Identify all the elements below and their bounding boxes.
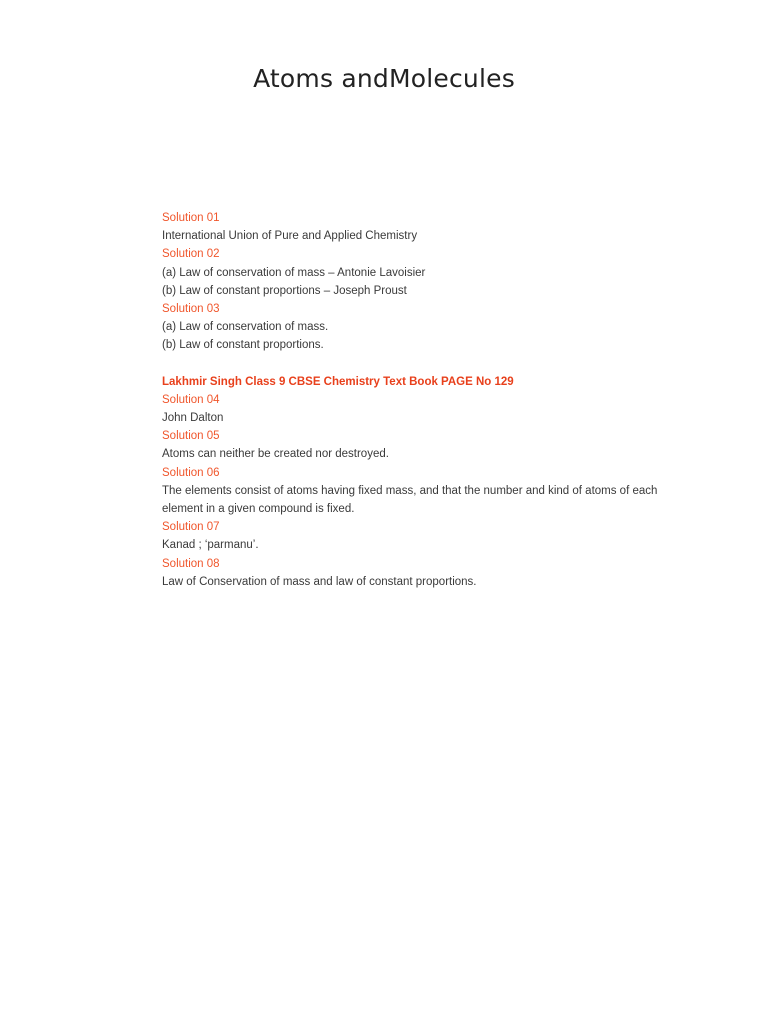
solution-heading: Solution 06 <box>162 466 220 479</box>
solution-text: (b) Law of constant proportions. <box>162 339 324 352</box>
solution-block <box>162 427 662 463</box>
solution-text: John Dalton <box>162 412 224 425</box>
solution-text: The elements consist of atoms having fixed mass, and that the number and kind of atoms of each element in a given compound is fixed. <box>162 484 658 516</box>
solution-block <box>162 300 662 355</box>
solution-block <box>162 555 662 591</box>
solution-heading: Solution 04 <box>162 393 220 406</box>
solution-block <box>162 391 662 427</box>
solution-text: International Union of Pure and Applied Chemistry <box>162 230 418 243</box>
solution-text: (a) Law of conservation of mass – Antonie Lavoisier <box>162 266 426 279</box>
solution-text: (a) Law of conservation of mass. <box>162 321 329 334</box>
solution-text: Atoms can neither be created nor destroyed. <box>162 448 389 461</box>
solution-heading: Solution 02 <box>162 248 220 261</box>
solutions-content <box>162 209 662 591</box>
solution-heading: Solution 08 <box>162 557 220 570</box>
solution-block <box>162 464 662 519</box>
solution-heading: Solution 05 <box>162 430 220 443</box>
section-title: Lakhmir Singh Class 9 CBSE Chemistry Text Book PAGE No 129 <box>162 375 514 388</box>
solution-heading: Solution 07 <box>162 521 220 534</box>
page-title: Atoms andMolecules <box>253 64 515 93</box>
solution-heading: Solution 01 <box>162 212 220 224</box>
solution-block <box>162 209 662 245</box>
solution-text: Kanad ; ‘parmanu’. <box>162 539 259 552</box>
solution-text: Law of Conservation of mass and law of constant proportions. <box>162 575 477 588</box>
solution-block <box>162 245 662 300</box>
solution-block <box>162 518 662 554</box>
solution-text: (b) Law of constant proportions – Joseph Proust <box>162 284 407 297</box>
solution-heading: Solution 03 <box>162 303 220 316</box>
